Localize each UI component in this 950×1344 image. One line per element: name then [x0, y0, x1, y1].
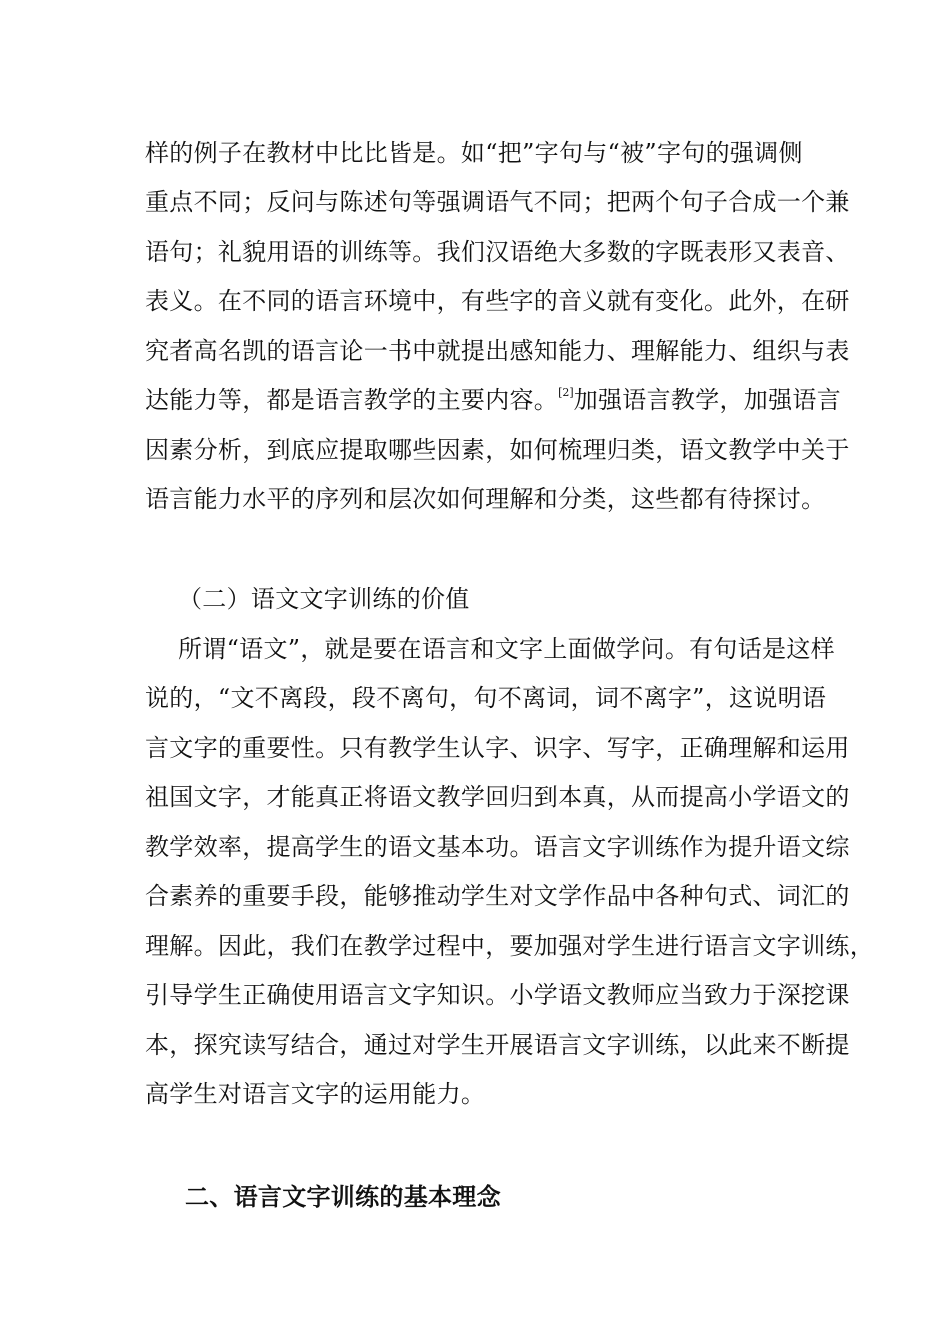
text-line: 究者高名凯的语言论一书中就提出感知能力、理解能力、组织与表 — [145, 337, 850, 365]
text-line: 所谓“语文”，就是要在语言和文字上面做学问。有句话是这样 — [178, 635, 835, 663]
text-line: 语言能力水平的序列和层次如何理解和分类，这些都有待探讨。 — [145, 485, 826, 513]
text-line: 高学生对语言文字的运用能力。 — [145, 1080, 486, 1108]
text-line: 因素分析，到底应提取哪些因素，如何梳理归类，语文教学中关于 — [145, 436, 850, 464]
text-line: 本，探究读写结合，通过对学生开展语言文字训练，以此来不断提 — [145, 1031, 850, 1059]
text-line: 重点不同；反问与陈述句等强调语气不同；把两个句子合成一个兼 — [145, 188, 850, 216]
text-segment: 加强语言教学，加强语言 — [573, 386, 842, 414]
text-line: 言文字的重要性。只有教学生认字、识字、写字，正确理解和运用 — [145, 734, 850, 762]
text-line: 表义。在不同的语言环境中，有些字的音义就有变化。此外，在研 — [145, 287, 850, 315]
text-line: 祖国文字，才能真正将语文教学回归到本真，从而提高小学语文的 — [145, 783, 850, 811]
text-line: 样的例子在教材中比比皆是。如“把”字句与“被”字句的强调侧 — [145, 139, 803, 167]
text-line: 语句；礼貌用语的训练等。我们汉语绝大多数的字既表形又表音、 — [145, 238, 850, 266]
citation-reference: [2] — [558, 386, 574, 399]
text-line: 理解。因此，我们在教学过程中，要加强对学生进行语言文字训练， — [145, 932, 874, 960]
subheading: （二）语文文字训练的价值 — [178, 585, 470, 613]
text-segment: 达能力等，都是语言教学的主要内容。 — [145, 386, 559, 414]
text-line: 引导学生正确使用语言文字知识。小学语文教师应当致力于深挖课 — [145, 981, 850, 1009]
text-line: 说的，“文不离段，段不离句，句不离词，词不离字”，这说明语 — [145, 684, 827, 712]
section-heading: 二、语言文字训练的基本理念 — [185, 1182, 501, 1211]
text-line: 教学效率，提高学生的语文基本功。语言文字训练作为提升语文综 — [145, 833, 850, 861]
text-line: 合素养的重要手段，能够推动学生对文学作品中各种句式、词汇的 — [145, 882, 850, 910]
text-line-with-citation — [145, 385, 841, 415]
